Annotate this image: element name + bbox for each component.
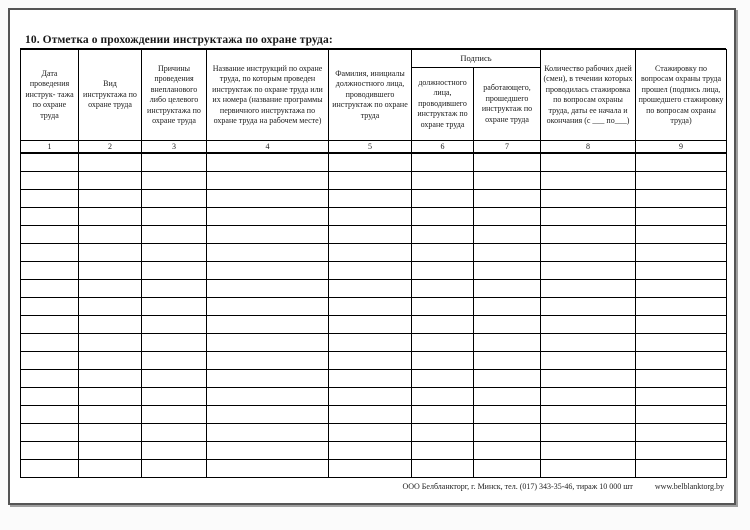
entry-cell	[79, 387, 142, 405]
entry-cell	[412, 189, 474, 207]
entry-cell	[474, 333, 541, 351]
entry-cell	[21, 351, 79, 369]
entry-cell	[329, 225, 412, 243]
print-footer	[20, 482, 726, 492]
entry-cell	[207, 261, 329, 279]
entry-cell	[474, 171, 541, 189]
column-number: 9	[636, 141, 727, 154]
entry-cell	[142, 369, 207, 387]
entry-cell	[474, 225, 541, 243]
entry-cell	[329, 405, 412, 423]
entry-cell	[541, 423, 636, 441]
entry-cell	[636, 243, 727, 261]
entry-cell	[541, 405, 636, 423]
entry-cell	[636, 189, 727, 207]
entry-cell	[412, 387, 474, 405]
entry-cell	[142, 189, 207, 207]
entry-row	[21, 405, 727, 423]
entry-cell	[412, 171, 474, 189]
entry-cell	[412, 207, 474, 225]
entry-cell	[79, 369, 142, 387]
entry-cell	[474, 405, 541, 423]
column-number: 3	[142, 141, 207, 154]
entry-cell	[636, 153, 727, 171]
entry-cell	[541, 243, 636, 261]
entry-cell	[207, 387, 329, 405]
entry-cell	[541, 261, 636, 279]
entry-cell	[21, 387, 79, 405]
entry-cell	[636, 297, 727, 315]
form-content	[20, 34, 726, 492]
col-header-internship-signature: Стажировку по вопросам охраны труда прошел (подпись лица, прошедшего стажировку по вопросам охраны труда)	[636, 50, 727, 141]
entry-cell	[541, 225, 636, 243]
entry-cell	[21, 441, 79, 459]
entry-cell	[636, 351, 727, 369]
entry-cell	[636, 441, 727, 459]
entry-cell	[474, 243, 541, 261]
entry-row	[21, 351, 727, 369]
entry-cell	[636, 423, 727, 441]
entry-cell	[142, 279, 207, 297]
entry-cell	[329, 423, 412, 441]
col-header-instruction-names: Название инструкций по охране труда, по которым проведен инструктаж по охране труда или их номера (название программы первичного инструктажа по охране труда на рабочем месте)	[207, 50, 329, 141]
form-page	[8, 8, 736, 505]
entry-cell	[329, 351, 412, 369]
entry-cell	[21, 459, 79, 477]
entry-cell	[207, 279, 329, 297]
entry-cell	[79, 333, 142, 351]
entry-row	[21, 189, 727, 207]
entry-cell	[412, 423, 474, 441]
entry-cell	[142, 459, 207, 477]
entry-cell	[21, 279, 79, 297]
entry-cell	[207, 405, 329, 423]
entry-cell	[79, 441, 142, 459]
entry-cell	[207, 423, 329, 441]
entry-cell	[21, 315, 79, 333]
entry-cell	[541, 207, 636, 225]
entry-cell	[207, 189, 329, 207]
entry-cell	[142, 315, 207, 333]
entry-cell	[474, 207, 541, 225]
col-header-official-name: Фамилия, инициалы должностного лица, проводившего инструктаж по охране труда	[329, 50, 412, 141]
entry-cell	[412, 351, 474, 369]
entry-cell	[79, 423, 142, 441]
entry-cell	[21, 189, 79, 207]
entry-cell	[142, 225, 207, 243]
entry-cell	[142, 441, 207, 459]
entry-cell	[21, 261, 79, 279]
entry-cell	[636, 279, 727, 297]
entry-cell	[79, 279, 142, 297]
entry-row	[21, 243, 727, 261]
entry-cell	[142, 153, 207, 171]
entry-cell	[142, 423, 207, 441]
entry-cell	[79, 261, 142, 279]
entry-cell	[142, 351, 207, 369]
entry-cell	[412, 459, 474, 477]
entry-cell	[329, 459, 412, 477]
entry-cell	[474, 261, 541, 279]
entry-cell	[207, 153, 329, 171]
entry-row	[21, 369, 727, 387]
entry-cell	[412, 315, 474, 333]
entry-cell	[636, 171, 727, 189]
entry-row	[21, 171, 727, 189]
entry-cell	[474, 459, 541, 477]
entry-cell	[412, 405, 474, 423]
entry-row	[21, 441, 727, 459]
entry-row	[21, 333, 727, 351]
entry-cell	[541, 315, 636, 333]
entry-cell	[412, 333, 474, 351]
entry-cell	[142, 297, 207, 315]
entry-cell	[412, 369, 474, 387]
entry-cell	[142, 243, 207, 261]
instruction-log-table	[20, 49, 727, 478]
entry-cell	[412, 441, 474, 459]
entry-cell	[541, 153, 636, 171]
entry-cell	[329, 153, 412, 171]
entry-cell	[142, 405, 207, 423]
entry-cell	[329, 315, 412, 333]
entry-cell	[207, 243, 329, 261]
entry-cell	[474, 189, 541, 207]
entry-cell	[329, 387, 412, 405]
entry-cell	[79, 189, 142, 207]
form-title: 10. Отметка о прохождении инструктажа по охране труда:	[20, 34, 726, 49]
entry-cell	[541, 459, 636, 477]
col-header-date: Дата проведения инструк- тажа по охране труда	[21, 50, 79, 141]
entry-cell	[21, 333, 79, 351]
col-header-internship-days: Количество рабочих дней (смен), в течении которых проводилась стажировка по вопросам охраны труда, даты ее начала и окончания (с ___ по___)	[541, 50, 636, 141]
entry-cell	[79, 225, 142, 243]
publisher-website: www.belblanktorg.by	[654, 481, 724, 491]
entry-cell	[21, 171, 79, 189]
col-header-reason: Причины проведения внепланового либо целевого инструктажа по охране труда	[142, 50, 207, 141]
entry-cell	[142, 171, 207, 189]
entry-cell	[412, 243, 474, 261]
entry-cell	[541, 279, 636, 297]
entry-cell	[412, 297, 474, 315]
entry-cell	[541, 189, 636, 207]
entry-cell	[142, 333, 207, 351]
entry-rows	[21, 153, 727, 477]
entry-cell	[207, 441, 329, 459]
entry-cell	[636, 261, 727, 279]
entry-cell	[474, 423, 541, 441]
publisher-info: ООО Белбланкторг, г. Минск, тел. (017) 343-35-46, тираж 10 000 шт	[402, 481, 633, 491]
entry-cell	[142, 387, 207, 405]
entry-cell	[21, 423, 79, 441]
entry-cell	[207, 333, 329, 351]
entry-cell	[541, 351, 636, 369]
entry-row	[21, 423, 727, 441]
entry-cell	[79, 153, 142, 171]
entry-cell	[21, 243, 79, 261]
entry-cell	[329, 207, 412, 225]
entry-cell	[636, 387, 727, 405]
entry-cell	[329, 297, 412, 315]
entry-cell	[474, 315, 541, 333]
entry-cell	[79, 351, 142, 369]
entry-cell	[79, 405, 142, 423]
entry-cell	[636, 459, 727, 477]
entry-row	[21, 297, 727, 315]
entry-cell	[541, 297, 636, 315]
entry-cell	[329, 243, 412, 261]
entry-cell	[541, 333, 636, 351]
entry-cell	[474, 297, 541, 315]
entry-cell	[79, 207, 142, 225]
column-number: 4	[207, 141, 329, 154]
entry-cell	[541, 441, 636, 459]
entry-cell	[636, 315, 727, 333]
entry-cell	[636, 207, 727, 225]
entry-cell	[329, 441, 412, 459]
entry-row	[21, 315, 727, 333]
entry-cell	[474, 279, 541, 297]
column-number: 1	[21, 141, 79, 154]
entry-cell	[474, 369, 541, 387]
entry-cell	[636, 225, 727, 243]
column-number: 5	[329, 141, 412, 154]
entry-cell	[329, 279, 412, 297]
entry-cell	[79, 171, 142, 189]
entry-cell	[474, 351, 541, 369]
entry-cell	[329, 369, 412, 387]
entry-cell	[21, 369, 79, 387]
col-group-signature: Подпись	[412, 50, 541, 68]
entry-cell	[329, 261, 412, 279]
entry-cell	[207, 459, 329, 477]
entry-cell	[412, 225, 474, 243]
column-number: 7	[474, 141, 541, 154]
entry-cell	[636, 405, 727, 423]
entry-cell	[207, 315, 329, 333]
column-number: 2	[79, 141, 142, 154]
entry-row	[21, 459, 727, 477]
entry-cell	[207, 171, 329, 189]
entry-cell	[474, 153, 541, 171]
entry-row	[21, 261, 727, 279]
entry-cell	[412, 153, 474, 171]
column-number: 6	[412, 141, 474, 154]
entry-cell	[207, 369, 329, 387]
entry-cell	[142, 261, 207, 279]
entry-cell	[541, 387, 636, 405]
entry-cell	[142, 207, 207, 225]
entry-cell	[474, 441, 541, 459]
entry-cell	[636, 369, 727, 387]
entry-row	[21, 153, 727, 171]
entry-cell	[207, 225, 329, 243]
entry-row	[21, 279, 727, 297]
entry-cell	[207, 351, 329, 369]
entry-cell	[21, 405, 79, 423]
col-header-instruction-type: Вид инструктажа по охране труда	[79, 50, 142, 141]
entry-cell	[329, 171, 412, 189]
entry-cell	[412, 261, 474, 279]
entry-cell	[412, 279, 474, 297]
entry-cell	[21, 207, 79, 225]
entry-cell	[541, 171, 636, 189]
entry-cell	[21, 153, 79, 171]
entry-cell	[541, 369, 636, 387]
col-header-worker-signature: работающего, прошедшего инструктаж по охране труда	[474, 68, 541, 141]
entry-cell	[329, 333, 412, 351]
entry-cell	[329, 189, 412, 207]
entry-cell	[79, 243, 142, 261]
col-header-official-signature: должностного лица, проводившего инструктаж по охране труда	[412, 68, 474, 141]
entry-cell	[79, 459, 142, 477]
entry-cell	[474, 387, 541, 405]
entry-cell	[636, 333, 727, 351]
entry-row	[21, 225, 727, 243]
entry-row	[21, 207, 727, 225]
entry-cell	[207, 297, 329, 315]
entry-cell	[207, 207, 329, 225]
entry-row	[21, 387, 727, 405]
column-number-row	[21, 141, 727, 154]
entry-cell	[79, 315, 142, 333]
header-row	[21, 50, 727, 68]
entry-cell	[21, 297, 79, 315]
entry-cell	[21, 225, 79, 243]
entry-cell	[79, 297, 142, 315]
column-number: 8	[541, 141, 636, 154]
